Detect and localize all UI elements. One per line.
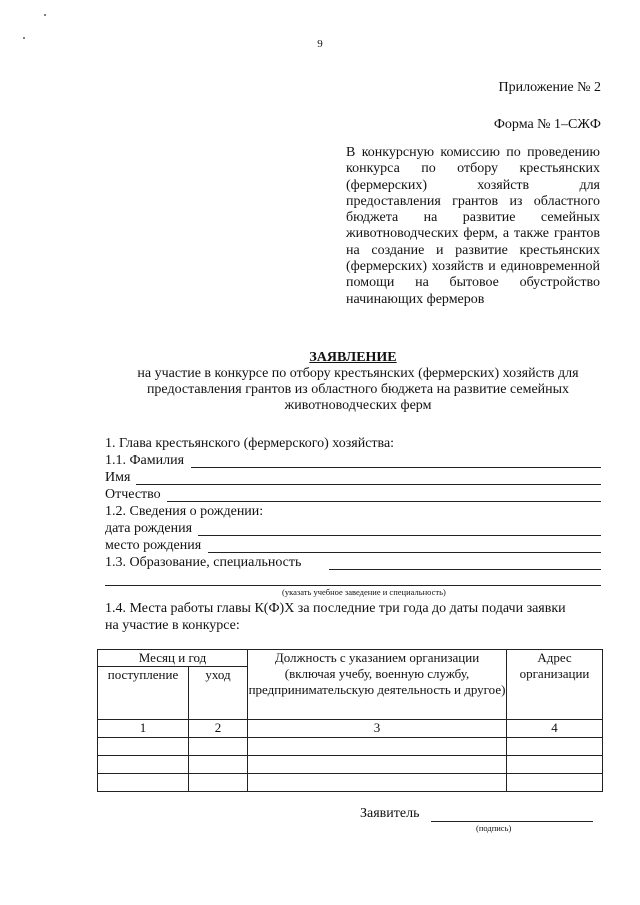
birth-place-label: место рождения xyxy=(105,538,202,553)
exit-header: уход xyxy=(189,667,248,720)
workplaces-heading-1: 1.4. Места работы главы К(Ф)Х за последние три года до даты подачи заявки xyxy=(105,601,566,616)
birth-date-label: дата рождения xyxy=(105,521,193,536)
table-cell[interactable] xyxy=(507,774,603,792)
birth-heading: 1.2. Сведения о рождении: xyxy=(105,504,264,519)
table-cell[interactable] xyxy=(189,738,248,756)
table-cell[interactable] xyxy=(248,756,507,774)
workplaces-table xyxy=(97,649,603,792)
table-cell[interactable] xyxy=(98,738,189,756)
education-field-continued[interactable] xyxy=(105,585,601,586)
column-number: 4 xyxy=(507,720,603,738)
table-cell[interactable] xyxy=(98,756,189,774)
surname-field[interactable] xyxy=(191,467,601,468)
signature-hint: (подпись) xyxy=(476,823,512,833)
form-number: Форма № 1–СЖФ xyxy=(493,117,601,132)
birth-place-field[interactable] xyxy=(208,552,601,553)
table-cell[interactable] xyxy=(189,774,248,792)
table-cell[interactable] xyxy=(248,738,507,756)
table-row xyxy=(98,756,603,774)
column-number: 3 xyxy=(248,720,507,738)
education-hint: (указать учебное заведение и специальность) xyxy=(282,587,446,597)
table-row xyxy=(98,738,603,756)
signature-field[interactable] xyxy=(431,821,593,822)
column-number: 2 xyxy=(189,720,248,738)
name-label: Имя xyxy=(105,470,131,485)
name-field[interactable] xyxy=(136,484,601,485)
patronymic-field[interactable] xyxy=(167,501,601,502)
table-cell[interactable] xyxy=(507,738,603,756)
applicant-label: Заявитель xyxy=(360,806,420,821)
education-field[interactable] xyxy=(329,569,601,570)
column-number-row xyxy=(98,720,603,738)
document-subtitle: на участие в конкурсе по отбору крестьянских (фермерских) хозяйств для предоставления грантов из областного бюджета на развитие семейных животноводческих ферм xyxy=(137,366,579,413)
surname-label: 1.1. Фамилия xyxy=(105,453,185,468)
position-header: Должность с указанием организации (включая учебу, военную службу, предпринимательскую деятельность и другое) xyxy=(248,650,507,720)
address-header: Адрес организации xyxy=(507,650,603,720)
head-heading: 1. Глава крестьянского (фермерского) хозяйства: xyxy=(105,436,395,451)
table-cell[interactable] xyxy=(189,756,248,774)
month-year-header: Месяц и год xyxy=(98,650,248,667)
workplaces-heading-2: на участие в конкурсе: xyxy=(105,618,240,633)
patronymic-label: Отчество xyxy=(105,487,161,502)
document-title: ЗАЯВЛЕНИЕ xyxy=(309,350,397,365)
column-number: 1 xyxy=(98,720,189,738)
appendix-label: Приложение № 2 xyxy=(498,80,601,95)
entry-header: поступление xyxy=(98,667,189,720)
page-number: 9 xyxy=(317,38,323,50)
table-cell[interactable] xyxy=(248,774,507,792)
addressee-block: В конкурсную комиссию по проведению конкурса по отбору крестьянских (фермерских) хозяйств для предоставления грантов из областного бюджета на развитие семейных животноводческих ферм, а также грантов на создание и развитие крестьянских (фермерских) хозяйств и единовременной помощи на бытовое обустройство начинающих фермеров xyxy=(346,145,600,307)
table-row xyxy=(98,774,603,792)
scan-speck xyxy=(44,14,46,16)
table-header-row xyxy=(98,650,603,667)
education-label: 1.3. Образование, специальность xyxy=(105,555,302,570)
table-cell[interactable] xyxy=(98,774,189,792)
table-cell[interactable] xyxy=(507,756,603,774)
birth-date-field[interactable] xyxy=(198,535,601,536)
